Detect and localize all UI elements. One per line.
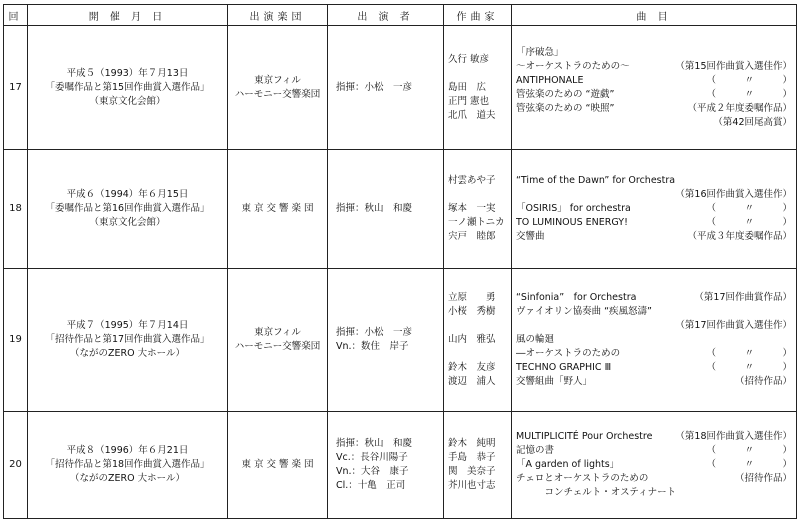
composer-name: 宍戸 睦郎 bbox=[448, 231, 496, 242]
concert-date-line: （ながのZERO 大ホール） bbox=[70, 473, 185, 484]
work-title: 交響組曲「野人」 bbox=[516, 376, 593, 387]
header-orchestra: 出演楽団 bbox=[228, 5, 328, 26]
composer-name: 山内 雅弘 bbox=[448, 334, 496, 345]
performer-name: 指揮：秋山 和慶 bbox=[336, 438, 413, 449]
performers-cell bbox=[328, 412, 444, 519]
performer-name: Vn.：大谷 康子 bbox=[336, 466, 409, 477]
work-note: （平成２年度委嘱作品） bbox=[687, 102, 792, 114]
work-line bbox=[516, 188, 796, 202]
concert-date-line: 平成８（1996）年６月21日 bbox=[66, 445, 189, 456]
work-note: （ 〃 ） bbox=[706, 88, 792, 100]
composer-name: 小桜 秀樹 bbox=[448, 306, 496, 317]
concert-date-cell bbox=[28, 269, 228, 412]
concert-date-cell bbox=[28, 150, 228, 269]
work-note: （第42回尾高賞） bbox=[713, 116, 792, 128]
composer-name: 芥川也寸志 bbox=[448, 480, 496, 491]
work-line bbox=[516, 319, 796, 333]
work-line bbox=[516, 202, 796, 216]
work-note: （ 〃 ） bbox=[706, 203, 792, 214]
work-line bbox=[516, 174, 796, 188]
work-note: （平成３年度委嘱作品） bbox=[687, 231, 792, 242]
table-body bbox=[4, 26, 797, 519]
work-line bbox=[516, 230, 796, 244]
composers-cell bbox=[444, 269, 512, 412]
work-title: ～オーケストラのための～ bbox=[516, 60, 630, 72]
performer-name: 指揮：秋山 和慶 bbox=[336, 203, 413, 214]
header-row bbox=[4, 5, 797, 26]
work-title: 風の輪廻 bbox=[516, 334, 555, 345]
work-line bbox=[516, 347, 796, 361]
work-title: “Time of the Dawn” for Orchestra bbox=[516, 175, 676, 186]
work-title: コンチェルト・オスティナート bbox=[516, 487, 677, 498]
concert-date-line: 「委嘱作品と第15回作曲賞入選作品」 bbox=[45, 81, 210, 93]
table-row bbox=[4, 269, 797, 412]
work-line bbox=[516, 361, 796, 375]
work-note: （第18回作曲賞入選佳作） bbox=[675, 431, 792, 442]
works-cell bbox=[512, 26, 797, 150]
concert-number: 18 bbox=[4, 150, 28, 269]
work-title: 「A garden of lights」 bbox=[516, 459, 620, 470]
concert-date-line: （東京文化会館） bbox=[89, 217, 166, 228]
work-title: “Sinfonia” for Orchestra bbox=[516, 292, 637, 303]
table-row bbox=[4, 412, 797, 519]
orchestra-name: 東 京 交 響 楽 団 bbox=[241, 203, 314, 214]
work-note: （招待作品） bbox=[734, 376, 792, 387]
performers-cell bbox=[328, 150, 444, 269]
concert-date-line: 「委嘱作品と第16回作曲賞入選作品」 bbox=[45, 203, 210, 214]
work-line bbox=[516, 46, 796, 60]
work-line bbox=[516, 444, 796, 458]
work-note: （第15回作曲賞入選佳作） bbox=[675, 60, 792, 72]
performers-cell bbox=[328, 269, 444, 412]
work-title: チェロとオーケストラのための bbox=[516, 473, 649, 484]
work-line bbox=[516, 375, 796, 389]
composer-name: 島田 広 bbox=[448, 81, 487, 93]
concert-date-line: 平成７（1995）年７月14日 bbox=[66, 320, 189, 331]
orchestra-name: ハーモニー交響楽団 bbox=[234, 341, 321, 352]
work-title: 「OSIRIS」 for orchestra bbox=[516, 203, 631, 214]
concert-date-line: 平成６（1994）年６月15日 bbox=[66, 189, 189, 200]
work-line bbox=[516, 305, 796, 319]
work-title: 管弦楽のための “遊戯” bbox=[516, 88, 615, 100]
work-title: 「序破急」 bbox=[516, 46, 564, 58]
header-composers: 作曲家 bbox=[444, 5, 512, 26]
performer-name: Vn.：数住 岸子 bbox=[336, 341, 409, 352]
header-performers: 出 演 者 bbox=[328, 5, 444, 26]
work-line bbox=[516, 486, 796, 500]
concert-date-cell bbox=[28, 412, 228, 519]
concert-date-line: （東京文化会館） bbox=[89, 95, 166, 107]
work-note: （ 〃 ） bbox=[706, 362, 792, 373]
table-row bbox=[4, 26, 797, 150]
concert-number: 19 bbox=[4, 269, 28, 412]
composer-name bbox=[448, 67, 511, 81]
work-line bbox=[516, 88, 796, 102]
work-title: TO LUMINOUS ENERGY! bbox=[516, 217, 628, 228]
header-date: 開 催 月 日 bbox=[28, 5, 228, 26]
work-note: （ 〃 ） bbox=[706, 348, 792, 359]
composer-name: 村雲あや子 bbox=[448, 175, 496, 186]
work-line bbox=[516, 458, 796, 472]
concert-date-line: 「招待作品と第17回作曲賞入選作品」 bbox=[45, 334, 210, 345]
work-note: （ 〃 ） bbox=[706, 459, 792, 470]
header-num: 回 bbox=[4, 5, 28, 26]
work-title: TECHNO GRAPHIC Ⅲ bbox=[516, 362, 612, 373]
header-works: 曲 目 bbox=[512, 5, 797, 26]
work-note: （ 〃 ） bbox=[706, 74, 792, 86]
work-line bbox=[516, 102, 796, 116]
table-row bbox=[4, 150, 797, 269]
work-title: MULTIPLICITÉ Pour Orchestre bbox=[516, 431, 653, 442]
orchestra-cell bbox=[228, 26, 328, 150]
work-note: （第17回作曲賞入選佳作） bbox=[675, 320, 792, 331]
orchestra-cell bbox=[228, 150, 328, 269]
works-cell bbox=[512, 269, 797, 412]
composer-name bbox=[448, 347, 511, 361]
composer-name: 鈴木 友彦 bbox=[448, 362, 496, 373]
composer-name bbox=[448, 188, 511, 202]
performers-cell bbox=[328, 26, 444, 150]
composer-name: 久行 敏彦 bbox=[448, 53, 490, 65]
orchestra-cell bbox=[228, 412, 328, 519]
works-cell bbox=[512, 150, 797, 269]
concert-date-line: （ながのZERO 大ホール） bbox=[70, 348, 185, 359]
work-line bbox=[516, 74, 796, 88]
work-title: ANTIPHONALE bbox=[516, 74, 584, 86]
work-title: ―オーケストラのための bbox=[516, 348, 621, 359]
orchestra-name: 東 京 交 響 楽 団 bbox=[241, 459, 314, 470]
performer-name: 指揮：小松 一彦 bbox=[336, 327, 413, 338]
concert-date-line: 「招待作品と第18回作曲賞入選作品」 bbox=[45, 459, 210, 470]
composers-cell bbox=[444, 26, 512, 150]
performer-name: Vc.：長谷川陽子 bbox=[336, 452, 408, 463]
work-note: （第17回作曲賞作品） bbox=[694, 292, 792, 303]
composer-name: 北爪 道夫 bbox=[448, 109, 496, 121]
composer-name: 鈴木 純明 bbox=[448, 438, 496, 449]
composer-name: 塚本 一実 bbox=[448, 203, 496, 214]
composers-cell bbox=[444, 412, 512, 519]
work-title: 交響曲 bbox=[516, 231, 545, 242]
orchestra-name: ハーモニー交響楽団 bbox=[234, 88, 321, 100]
work-title: ヴァイオリン協奏曲 “疾風怒濤” bbox=[516, 306, 652, 317]
work-line bbox=[516, 472, 796, 486]
composer-name bbox=[448, 319, 511, 333]
works-cell bbox=[512, 412, 797, 519]
work-line bbox=[516, 333, 796, 347]
work-line bbox=[516, 60, 796, 74]
concert-history-table bbox=[3, 4, 797, 519]
composer-name: 一ノ瀬トニカ bbox=[448, 217, 505, 228]
performer-name: 指揮：小松 一彦 bbox=[336, 81, 413, 93]
composer-name: 関 美奈子 bbox=[448, 466, 496, 477]
work-note: （第16回作曲賞入選佳作） bbox=[675, 189, 792, 200]
work-line bbox=[516, 291, 796, 305]
orchestra-name: 東京フィル bbox=[254, 74, 301, 86]
orchestra-cell bbox=[228, 269, 328, 412]
work-note: （ 〃 ） bbox=[706, 217, 792, 228]
composer-name: 手島 恭子 bbox=[448, 452, 496, 463]
work-line bbox=[516, 216, 796, 230]
work-line bbox=[516, 116, 796, 130]
composers-cell bbox=[444, 150, 512, 269]
concert-number: 20 bbox=[4, 412, 28, 519]
composer-name: 正門 憲也 bbox=[448, 95, 490, 107]
composer-name: 立原 勇 bbox=[448, 292, 496, 303]
work-title: 記憶の書 bbox=[516, 445, 555, 456]
concert-number: 17 bbox=[4, 26, 28, 150]
work-note: （招待作品） bbox=[734, 473, 792, 484]
work-title: 管弦楽のための “映照” bbox=[516, 102, 615, 114]
performer-name: Cl.：十亀 正司 bbox=[336, 480, 406, 491]
orchestra-name: 東京フィル bbox=[254, 327, 301, 338]
work-note: （ 〃 ） bbox=[706, 445, 792, 456]
composer-name: 渡辺 浦人 bbox=[448, 376, 496, 387]
work-line bbox=[516, 430, 796, 444]
concert-date-line: 平成５（1993）年７月13日 bbox=[66, 67, 189, 79]
concert-date-cell bbox=[28, 26, 228, 150]
